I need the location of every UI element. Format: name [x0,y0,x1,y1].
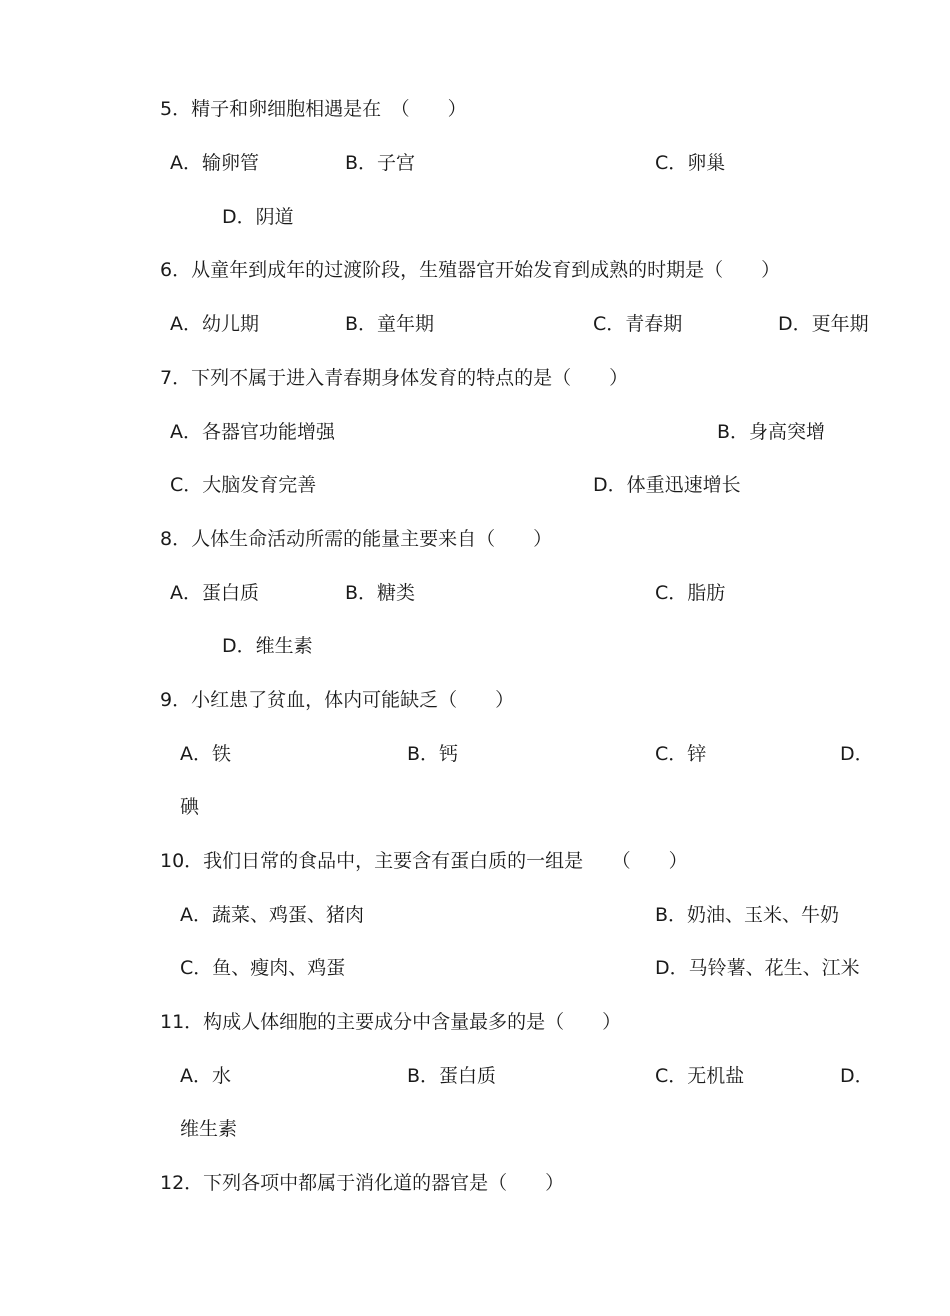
question-5-stem: 5．精子和卵细胞相遇是在 （ ） [160,98,467,120]
question-10-option-c: C．鱼、瘦肉、鸡蛋 [180,957,346,979]
question-6-stem: 6．从童年到成年的过渡阶段，生殖器官开始发育到成熟的时期是（ ） [160,259,781,281]
question-7-option-d: D．体重迅速增长 [593,474,741,496]
question-10-option-a: A．蔬菜、鸡蛋、猪肉 [180,904,364,926]
question-8-option-d: D．维生素 [222,635,313,657]
question-11-option-d-letter: D． [840,1065,874,1087]
question-9-option-d-text: 碘 [180,796,200,818]
question-7-option-b: B．身高突增 [717,421,826,443]
question-11-option-a: A．水 [180,1065,231,1087]
question-6-option-d: D．更年期 [778,313,869,335]
question-5-option-b: B．子宫 [345,152,416,174]
question-11-stem: 11．构成人体细胞的主要成分中含量最多的是（ ） [160,1011,622,1033]
question-10-option-b: B．奶油、玉米、牛奶 [655,904,840,926]
question-7-option-a: A．各器官功能增强 [170,421,335,443]
question-8-option-a: A．蛋白质 [170,582,259,604]
question-5-option-c: C．卵巢 [655,152,726,174]
question-9-option-c: C．锌 [655,743,707,765]
question-6-option-a: A．幼儿期 [170,313,259,335]
question-12-stem: 12．下列各项中都属于消化道的器官是（ ） [160,1172,565,1194]
question-7-stem: 7．下列不属于进入青春期身体发育的特点的是（ ） [160,367,629,389]
question-9-stem: 9．小红患了贫血，体内可能缺乏（ ） [160,689,515,711]
question-9-option-a: A．铁 [180,743,231,765]
question-8-option-b: B．糖类 [345,582,416,604]
question-6-option-c: C．青春期 [593,313,683,335]
question-5-option-d: D．阴道 [222,206,294,228]
question-8-option-c: C．脂肪 [655,582,726,604]
question-5-option-a: A．输卵管 [170,152,259,174]
question-11-option-c: C．无机盐 [655,1065,745,1087]
question-9-option-b: B．钙 [407,743,459,765]
question-11-option-d-text: 维生素 [180,1118,238,1140]
question-8-stem: 8．人体生命活动所需的能量主要来自（ ） [160,528,553,550]
question-10-option-d: D．马铃薯、花生、江米 [655,957,860,979]
question-10-stem: 10．我们日常的食品中，主要含有蛋白质的一组是 （ ） [160,850,688,872]
question-9-option-d-letter: D． [840,743,874,765]
question-6-option-b: B．童年期 [345,313,435,335]
question-7-option-c: C．大脑发育完善 [170,474,317,496]
question-11-option-b: B．蛋白质 [407,1065,497,1087]
